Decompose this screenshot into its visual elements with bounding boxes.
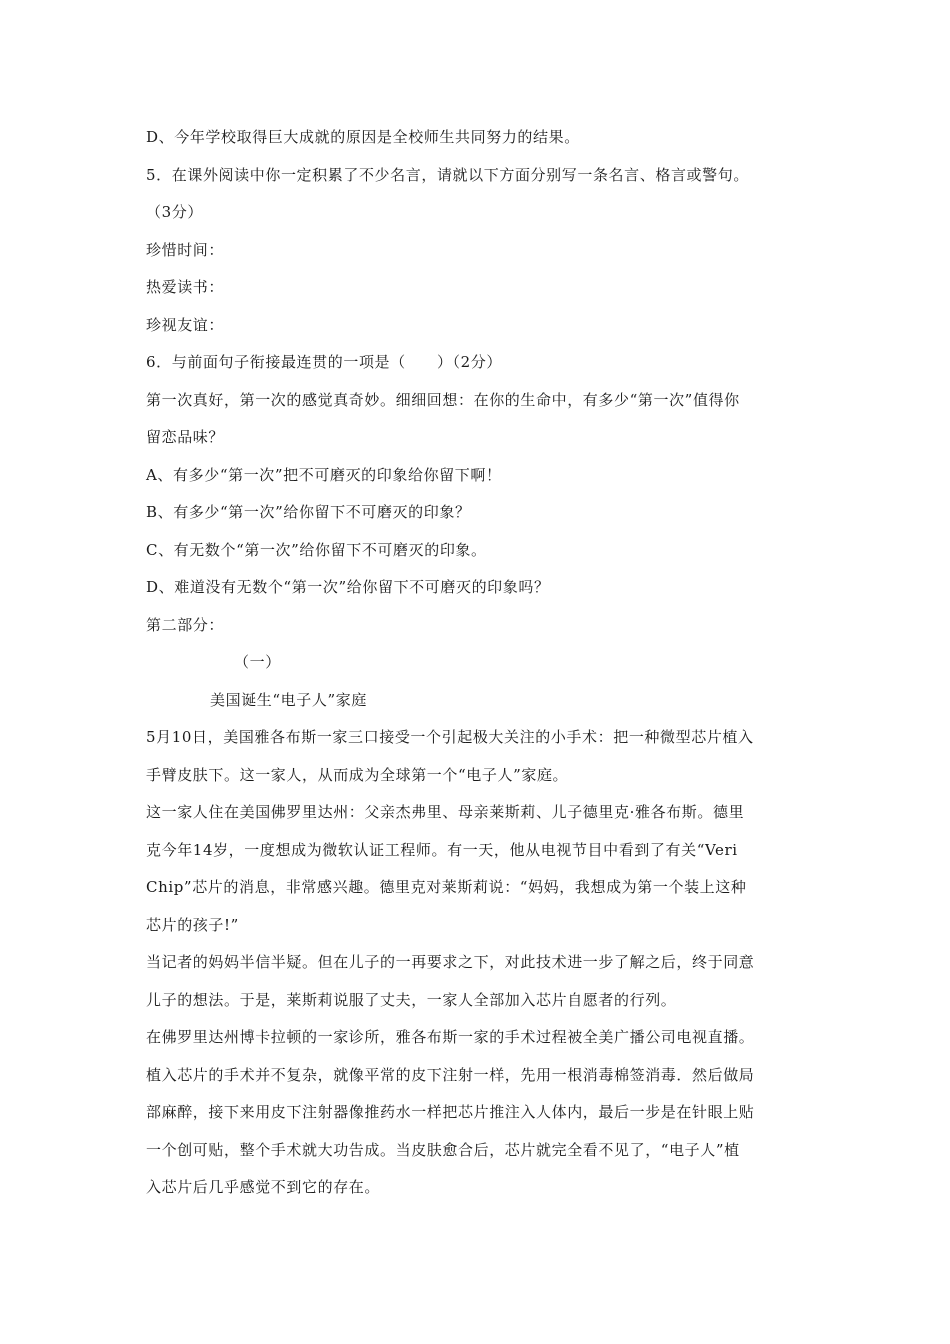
article-title: 美国诞生“电子人”家庭 [210, 690, 367, 709]
paragraph-line: 部麻醉，接下来用皮下注射器像推药水一样把芯片推注入人体内，最后一步是在针眼上贴 [146, 1103, 755, 1121]
question-5: 5．在课外阅读中你一定积累了不少名言，请就以下方面分别写一条名言、格言或警句。 [146, 165, 749, 184]
paragraph-line: 5月10日，美国雅各布斯一家三口接受一个引起极大关注的小手术：把一种微型芯片植入 [146, 728, 754, 746]
option-d: D、难道没有无数个“第一次”给你留下不可磨灭的印象吗？ [146, 578, 550, 596]
question-6-stem-cont: 留恋品味？ [146, 428, 225, 446]
section-one-heading: （一） [234, 653, 281, 671]
option-d-q4: D、今年学校取得巨大成就的原因是全校师生共同努力的结果。 [146, 128, 580, 146]
paragraph-line: 入芯片后几乎感觉不到它的存在。 [146, 1178, 381, 1196]
paragraph-line: 手臂皮肤下。这一家人，从而成为全球第一个“电子人”家庭。 [146, 765, 569, 784]
prompt-reading: 热爱读书： [146, 278, 225, 296]
paragraph-line: 芯片的孩子!” [146, 915, 239, 934]
option-c: C、有无数个“第一次”给你留下不可磨灭的印象。 [146, 540, 487, 559]
question-5-score: （3分） [146, 203, 203, 221]
document-page [146, 119, 810, 1207]
prompt-friendship: 珍视友谊： [146, 315, 225, 334]
prompt-time: 珍惜时间： [146, 240, 225, 259]
paragraph-line: 当记者的妈妈半信半疑。但在儿子的一再要求之下，对此技术进一步了解之后，终于同意 [146, 953, 755, 971]
paragraph-line: 克今年14岁，一度想成为微软认证工程师。有一天，他从电视节目中看到了有关“Veri [146, 840, 738, 859]
paragraph-line: 儿子的想法。于是，莱斯莉说服了丈夫，一家人全部加入芯片自愿者的行列。 [146, 990, 677, 1009]
part-two-heading: 第二部分： [146, 615, 225, 634]
paragraph-line: 这一家人住在美国佛罗里达州：父亲杰弗里、母亲莱斯莉、儿子德里克·雅各布斯。德里 [146, 803, 745, 821]
question-6-stem: 第一次真好，第一次的感觉真奇妙。细细回想：在你的生命中，有多少“第一次”值得你 [146, 390, 740, 409]
option-a: A、有多少“第一次”把不可磨灭的印象给你留下啊！ [146, 465, 502, 484]
paragraph-line: 在佛罗里达州博卡拉顿的一家诊所，雅各布斯一家的手术过程被全美广播公司电视直播。 [146, 1028, 755, 1046]
paragraph-line: Chip”芯片的消息，非常感兴趣。德里克对莱斯莉说：“妈妈，我想成为第一个装上这种 [146, 878, 747, 896]
paragraph-line: 植入芯片的手术并不复杂，就像平常的皮下注射一样，先用一根消毒棉签消毒．然后做局 [146, 1065, 755, 1084]
option-b: B、有多少“第一次”给你留下不可磨灭的印象？ [146, 503, 471, 521]
paragraph-line: 一个创可贴，整个手术就大功告成。当皮肤愈合后，芯片就完全看不见了，“电子人”植 [146, 1140, 740, 1159]
question-6: 6．与前面句子衔接最连贯的一项是（ ）（2分） [146, 353, 502, 371]
